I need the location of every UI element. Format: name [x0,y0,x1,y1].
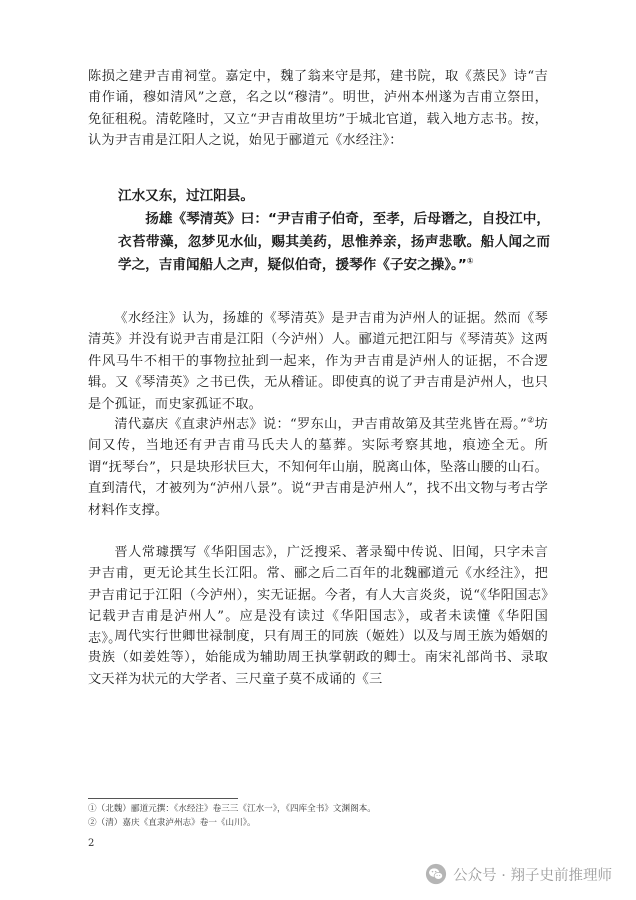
quote-line-2-text: 扬雄《琴清英》曰：“尹吉甫子伯奇，至孝，后母谮之，自投江中，衣苔带藻，忽梦见水仙，赐其美药，思惟养亲，扬声悲歌。船人闻之而学之，吉甫闻船人之声，疑似伯奇，援琴作《子安之操》。” [118,211,550,273]
paragraph-1 [88,66,548,152]
paragraph-4-text: 晋人常璩撰写《华阳国志》，广泛搜采、著录蜀中传说、旧闻，只字未言尹吉甫，更无论其生长江阳。常、郦之后二百年的北魏郦道元《水经注》，把尹吉甫记于江阳（今泸州），实无证据。今者，有人大言炎炎，说“《华阳国志》记载尹吉甫是泸州人”。应是没有读过《华阳国志》，或者未读懂《华阳国志》。 [88,545,548,646]
quote-line-2 [118,208,550,277]
block-quote [118,185,550,277]
paragraph-5-text: 周代实行世卿世禄制度，只有周王的同族（姬姓）以及与周王族为婚姻的贵族（如姜姓等），始能成为辅助周王执掌朝政的卿士。南宋礼部尚书、录取文天祥为状元的大学者、三尺童子莫不成诵的《三 [88,629,548,687]
paragraph-1-text: 陈损之建尹吉甫祠堂。嘉定中，魏了翁来守是邦，建书院，取《蒸民》诗“吉甫作诵，穆如清风”之意，名之以“穆清”。明世，泸州本州遂为吉甫立祭田，免征租税。清乾隆时，又立“尹吉甫故里坊”于城北官道，载入地方志书。按，认为尹吉甫是江阳人之说，始见于郦道元《水经注》： [88,69,548,149]
wechat-icon [425,863,447,885]
footnote-divider [88,798,238,799]
footnote-mark-2[interactable]: ② [527,415,535,425]
paragraph-3-text-b: 坊间又传，当地还有尹吉甫马氏夫人的墓葬。实际考察其地，痕迹全无。所谓“抚琴台”，只是块形状巨大，不知何年山崩，脱离山体，坠落山腰的山石。直到清代，才被列为“泸州八景”。说“尹吉甫是泸州人”，找不出文物与考古学材料作支撑。 [88,417,549,518]
footnote-2: ②（清）嘉庆《直隶泸州志》卷一《山川》。 [88,818,256,828]
paragraph-5 [88,626,548,690]
footnote-mark-1[interactable]: ① [466,256,474,266]
paragraph-2 [88,308,548,415]
footnote-1: ①（北魏）郦道元撰：《水经注》卷三三《江水一》，《四库全书》文渊阁本。 [88,804,376,814]
paragraph-3-text-a: 清代嘉庆《直隶泸州志》说：“罗东山，尹吉甫故第及其茔兆皆在焉。” [114,417,527,432]
paragraph-3 [88,414,548,521]
page-number: 2 [88,838,95,849]
footnotes [88,802,548,830]
quote-line-1: 江水又东，过江阳县。 [118,188,254,204]
watermark [425,862,612,886]
paragraph-2-text: 《水经注》认为，扬雄的《琴清英》是尹吉甫为泸州人的证据。然而《琴清英》并没有说尹吉甫是江阳（今泸州）人。郦道元把江阳与《琴清英》这两件风马牛不相干的事物拉扯到一起来，作为尹吉甫是泸州人的证据，不合逻辑。又《琴清英》之书已佚，无从稽证。即使真的说了尹吉甫是泸州人，也只是个孤证，而史家孤证不取。 [88,311,548,412]
watermark-text: 公众号 · 翔子史前推理师 [453,867,612,884]
